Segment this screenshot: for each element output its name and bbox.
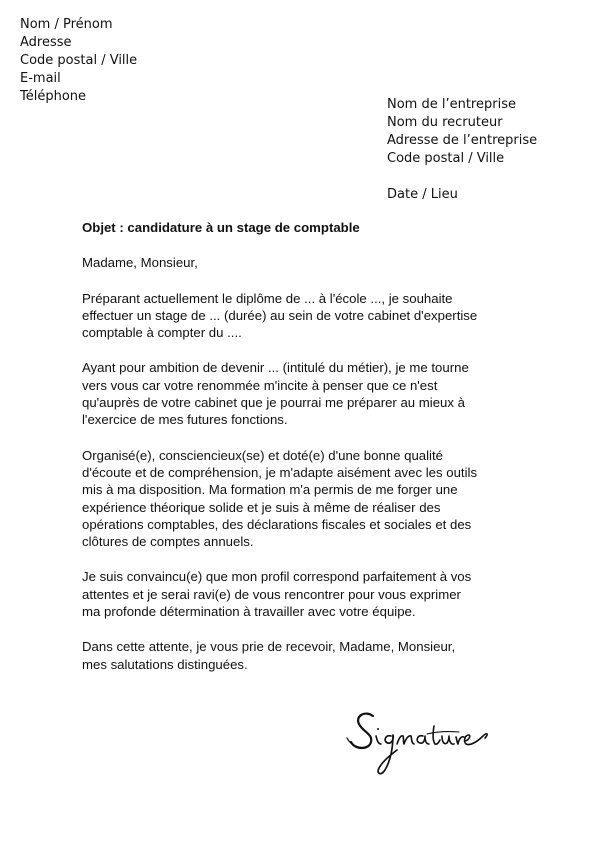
sender-phone: Téléphone [20, 89, 87, 104]
letter-body [82, 219, 522, 691]
sender-name: Nom / Prénom [20, 17, 113, 32]
paragraph-2 [82, 359, 522, 428]
paragraph-line: clôtures de comptes annuels. [82, 534, 254, 550]
closing-paragraph [82, 638, 522, 673]
paragraph-line: effectuer un stage de ... (durée) au sein de votre cabinet d'expertise [82, 307, 478, 323]
paragraph-line: mes salutations distinguées. [82, 656, 248, 672]
paragraph-1 [82, 290, 522, 342]
recipient-company: Nom de l’entreprise [387, 97, 516, 112]
paragraph-line: Dans cette attente, je vous prie de recevoir, Madame, Monsieur, [82, 639, 456, 655]
sender-block [20, 16, 137, 106]
paragraph-3 [82, 447, 522, 551]
handwritten-signature [343, 702, 493, 782]
sender-address: Adresse [20, 35, 72, 50]
subject-line: Objet : candidature à un stage de comptable [82, 220, 360, 235]
paragraph-line: vers vous car votre renommée m'incite à penser que ce n'est [82, 377, 438, 393]
signature-drawing [343, 702, 493, 782]
recipient-address: Adresse de l’entreprise [387, 133, 538, 148]
paragraph-line: comptable à compter du .... [82, 325, 242, 341]
paragraph-line: Préparant actuellement le diplôme de ... à l'école ..., je souhaite [82, 290, 453, 306]
paragraph-4 [82, 568, 522, 620]
paragraph-line: Organisé(e), consciencieux(se) et doté(e) d'une bonne qualité [82, 447, 443, 463]
paragraph-line: Ayant pour ambition de devenir ... (intitulé du métier), je me tourne [82, 360, 469, 376]
salutation: Madame, Monsieur, [82, 255, 198, 271]
paragraph-line: mis à ma disposition. Ma formation m'a permis de me forger une [82, 482, 458, 498]
recipient-city: Code postal / Ville [387, 151, 505, 166]
recipient-block [387, 96, 537, 204]
paragraph-line: qu'auprès de votre cabinet que je pourrai me préparer au mieux à [82, 395, 465, 411]
paragraph-line: Je suis convaincu(e) que mon profil correspond parfaitement à vos [82, 569, 472, 585]
date-place: Date / Lieu [387, 187, 458, 202]
paragraph-line: attentes et je serai ravi(e) de vous rencontrer pour vous exprimer [82, 586, 461, 602]
paragraph-line: d'écoute et de compréhension, je m'adapte aisément avec les outils [82, 464, 478, 480]
sender-email: E-mail [20, 71, 61, 86]
paragraph-line: expérience théorique solide et je suis à même de réaliser des [82, 499, 441, 515]
paragraph-line: ma profonde détermination à travailler avec votre équipe. [82, 604, 416, 620]
paragraph-line: l'exercice de mes futures fonctions. [82, 412, 288, 428]
sender-city: Code postal / Ville [20, 53, 138, 68]
paragraph-line: opérations comptables, des déclarations fiscales et sociales et des [82, 516, 472, 532]
recipient-recruiter: Nom du recruteur [387, 115, 503, 130]
